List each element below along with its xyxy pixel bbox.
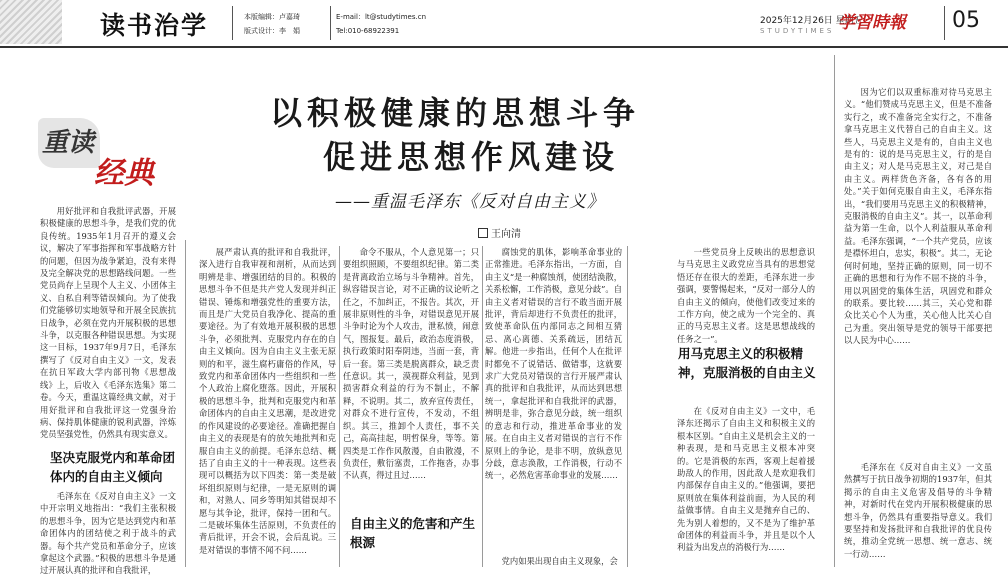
editor-credit: 本版编辑：卢嘉琦	[244, 13, 300, 21]
paragraph: 因为它们以双重标准对待马克思主义。“他们赞成马克思主义，但是不准备实行之，或不准备完全实行之，不准备拿马克思主义代替自己的自由主义。这些人，马克思主义是有的，自由主义也是有的：说的是马克思主义，行的是自由主义；对人是马克思主义，对己是自由主义。两样货色齐备，各有各的用处。”关于如何克服自由主义，毛泽东指出，“我们要用马克思主义的积极精神，克服消极的自由主义”。其一，以革命利益为第一生命，以个人利益服从革命利益。毛泽东强调，“一个共产党员，应该是襟怀坦白，忠实，积极”。其二，无论何时何地，坚持正确的原则，同一切不正确的思想和行为作不屈不挠的斗争，用以巩固党的集体生活，巩固党和群众的联系。要比较……其三，关心党和群众比关心个人为重，关心他人比关心自己为重。突出领导是党的领导干部要把以人民为中心……	[844, 87, 992, 346]
paragraph: 毛泽东在《反对自由主义》一文中开宗明义地指出：“我们主张积极的思想斗争，因为它是达到党内和革命团体内的团结使之利于战斗的武器。每个共产党员和革命分子，应该拿起这个武器。”积极的思想斗争是通过开展认真的批评和自我批评，	[40, 491, 176, 576]
column-name: 读书治学	[100, 11, 209, 40]
body-column-6	[844, 86, 992, 458]
body-column-4	[485, 246, 622, 552]
paragraph: 展严肃认真的批评和自我批评，深入进行自我审视和剖析，从而达到明辨是非、增强团结的目的。积极的思想斗争不但是共产党人发现并纠正错误、锤炼和增强党性的重要方法，而且是广大党员自我净化、提高的重要途径。为了有效地开展积极的思想斗争，必须批判、克服党内存在的自由主义倾向。因为自由主义主张无原则的和平，滋生腐朽庸俗的作风，导致党内和革命团体内一些组织和一些个人政治上腐化堕落。因此，开展积极的思想斗争，批判和克服党内和革命团体内的自由主义思潮，是改进党的作风建设的必要途径。准确把握自由主义的表现是有的放矢地批判和克服自由主义的前提。毛泽东总结、概括了自由主义的十一种表现。这些表现可以概括为以下四类：第一类是破坏组织原则与纪律，一是无原则的调和，对熟人、同乡等明知其错误却不愿与其争论，批评，保持一团和气。二是破坏集体生活原则，不负责任的背后批评，开会不说，会后乱说。三是对错误的事情不闻不问……	[199, 247, 336, 555]
email-contact: E-mail：lt@studytimes.cn	[336, 13, 427, 21]
paragraph: 用好批评和自我批评武器，开展积极健康的思想斗争，是我们党的优良传统。1935年1月召开的遵义会议，解决了军事指挥和军事战略方针的问题，但因为战争紧迫，没有来得及完全解决党的思想路线问题。一些党员尚存上呈现个人主义、小团体主义、自私自利等错误倾向。为了使我们党能够切实地领导和开展全民族抗日战争，必须在党内开展积极的思想斗争，以克服各种错误思想。为实现这一目标，1937年9月7日，毛泽东撰写了《反对自由主义》一文，发表在抗日军政大学内部刊物《思想战线》上，后收入《毛泽东选集》第二卷。今天，重温这篇经典文献，对于用好批评和自我批评这一党强身治病、保持肌体健康的锐利武器，淬炼党员坚强党性，仍然具有现实意义。	[40, 206, 176, 440]
paragraph: 腐蚀党的肌体，影响革命事业的正常推进。毛泽东指出，一方面，自由主义“是一种腐蚀剂，使团结涣散，关系松懈，工作消极，意见分歧”。自由主义者对错误的言行不敢当面开展批评，背后却进行不负责任的批评，致使革命队伍内部同志之间相互猜忌、离心离德、关系疏远，团结瓦解。他进一步指出，任何个人在批评时都免不了说错话、做错事，这就要求广大党员对错误的言行开展严肃认真的批评和自我批评，从而达到思想统一，拿起批评和自我批评的武器，辨明是非，弥合意见分歧，统一组织的意志和行动，推进革命事业的发展。在自由主义者对错误的言行不作原则上的争论，是非不明，放纵意见分歧，意志涣散，工作消极，行动不统一，必然危害革命事业的发展……	[485, 247, 622, 481]
author-name: 王向清	[491, 229, 521, 240]
body-column-2	[199, 246, 336, 567]
issue-date: 2025年12月26日 星期五	[760, 16, 863, 26]
column-logo-word1: 重读	[42, 128, 95, 158]
header-divider	[232, 6, 233, 40]
body-column-6b	[844, 461, 992, 567]
body-column-1b	[40, 490, 176, 576]
byline-square-icon	[478, 228, 488, 238]
designer-credit: 版式设计：李 娟	[244, 27, 300, 35]
section-heading-3: 用马克思主义的积极精神，克服消极的自由主义	[678, 346, 816, 380]
body-column-3	[343, 246, 479, 506]
headline-line2: 促进思想作风建设	[323, 138, 620, 176]
body-column-1	[40, 205, 176, 445]
paragraph: 党内如果出现自由主义现象，会	[501, 556, 618, 566]
paragraph: 在《反对自由主义》一文中，毛泽东还揭示了自由主义和积极主义的根本区别。“自由主义是机会主义的一种表现，是和马克思主义根本冲突的。它是消极的东西，客观上起着援助敌人的作用，因此敌人是欢迎我们内部保存自由主义的。”他强调，要把原则放在集体利益前面，为人民的利益做事情。自由主义是抛弃自己的、先为别人着想的，又不是为了维护革命团体的利益而斗争，并且是以个人利益为出发点的消极行为……	[677, 406, 815, 553]
page-number: 05	[952, 8, 980, 33]
subheadline: ——重温毛泽东《反对自由主义》	[335, 192, 605, 212]
paragraph: 毛泽东在《反对自由主义》一文虽然撰写于抗日战争初期的1937年，但其揭示的自由主义危害及倡导的斗争精神，对新时代在党内开展积极健康的思想斗争，仍然具有重要指导意义。我们要坚持和发扬批评和自我批评的优良传统，推动全党统一思想、统一意志、统一行动……	[844, 462, 992, 559]
column-rule	[627, 246, 628, 567]
newspaper-logo: 学習時報	[838, 13, 906, 33]
header-divider	[330, 6, 331, 40]
english-masthead: STUDYTIMES	[760, 27, 835, 35]
header-decoration	[0, 0, 62, 44]
column-logo-word2: 经典	[94, 156, 154, 191]
header-divider	[944, 6, 945, 40]
body-column-5b	[677, 405, 815, 567]
byline	[478, 225, 521, 240]
body-column-5	[677, 246, 815, 344]
column-rule	[339, 246, 340, 567]
body-column-4b	[485, 555, 622, 567]
paragraph: 命令不服从，个人意见第一；只要组织照顾，不要组织纪律。第二类是背离政治立场与斗争精神。首先，纵容错误言论，对不正确的议论听之任之，不加纠正，不报告。其次，开展非原则性的斗争，对错误意见开展斗争时论为个人攻击，泄私愤，闹意气，图报复。最后，政治态度消极，执行政策时阳奉阴违，当面一套，背后一套。第三类是脱离群众，缺乏责任意识。其一，漠视群众利益，见到损害群众利益的行为不制止，不解释，不说明。其二，放弃宣传责任，对群众不进行宣传，不发动，不组织。其三，推卸个人责任，事不关己，高高挂起，明哲保身，等等。第四类是工作作风散漫，自由散漫，不负责任，敷衍塞责，工作拖沓，办事不认真，得过且过……	[343, 247, 479, 481]
section-heading-2: 自由主义的危害和产生根源	[350, 516, 476, 550]
column-rule	[482, 246, 483, 567]
headline-line1: 以积极健康的思想斗争	[270, 94, 641, 132]
section-heading-1: 坚决克服党内和革命团体内的自由主义倾向	[50, 450, 176, 484]
column-rule	[185, 240, 186, 567]
tel-contact: Tel:010-68922391	[336, 27, 400, 35]
paragraph: 一些党员身上反映出的思想意识与马克思主义政党应当具有的思想觉悟还存在很大的差距，毛泽东进一步强调，要警惕起来，“反对一部分人的自由主义的倾向，使他们改变过来的工作方向，使之成为一个完全的、真正的马克思主义者。这是思想战线的任务之一”。	[677, 247, 815, 344]
column-logo	[38, 112, 188, 202]
column-rule	[834, 55, 835, 567]
